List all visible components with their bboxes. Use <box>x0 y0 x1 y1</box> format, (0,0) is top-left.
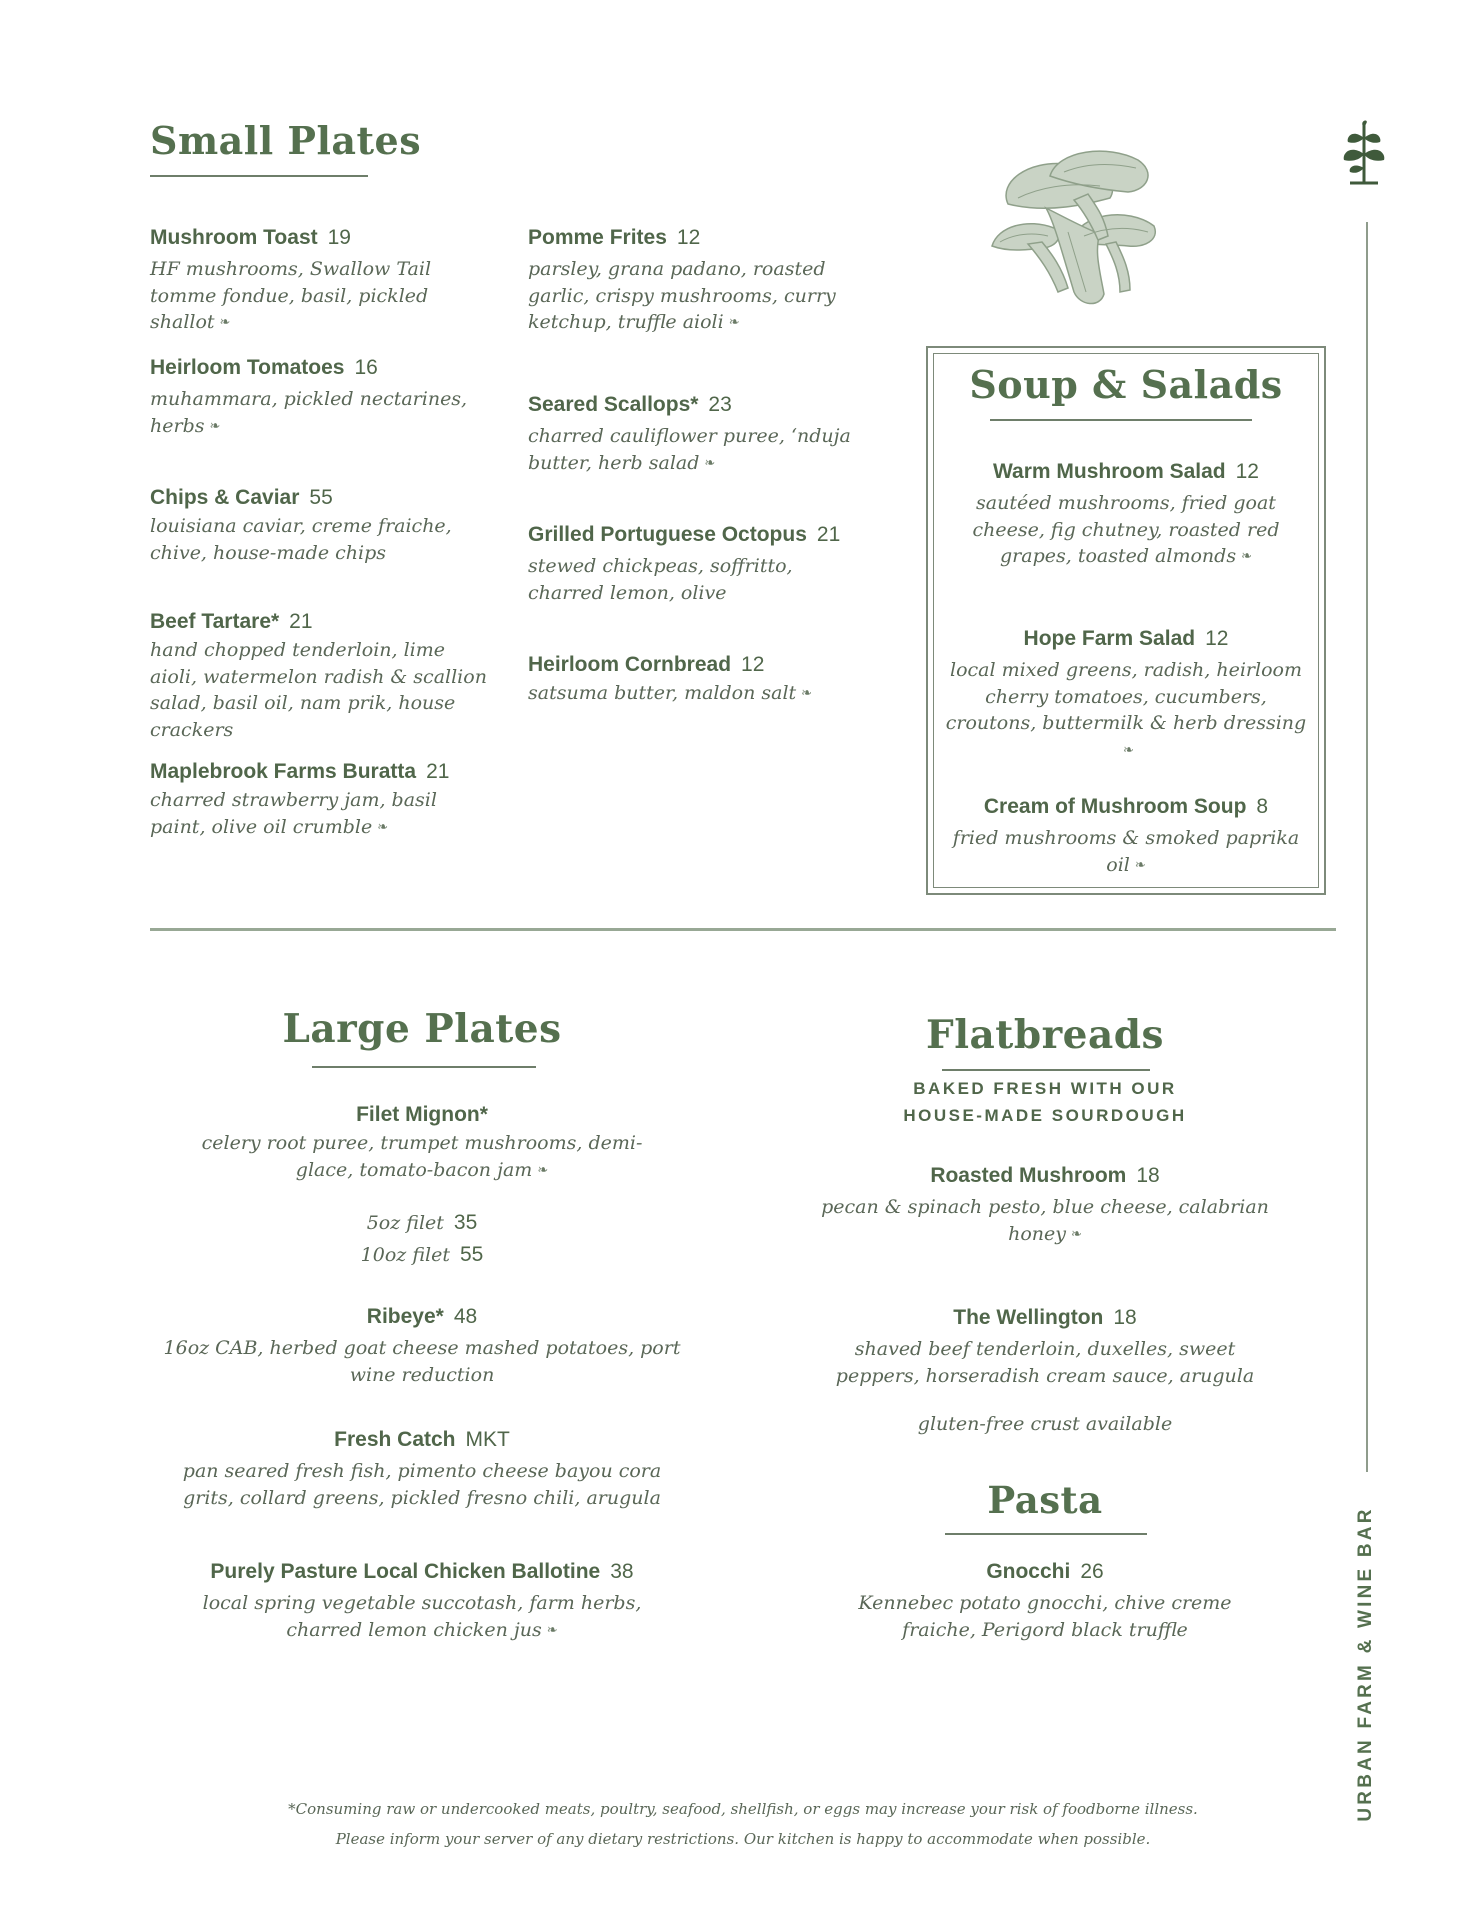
size-label: 10oz filet <box>360 1244 450 1266</box>
item-desc: fried mushrooms & smoked paprika oil <box>952 827 1300 876</box>
large-plates-underline <box>312 1066 536 1068</box>
soup-salads-title: Soup & Salads <box>969 362 1283 407</box>
menu-item-fresh-catch <box>167 1425 677 1511</box>
item-desc: HF mushrooms, Swallow Tail tomme fondue, basil, pickled shallot <box>150 258 432 333</box>
leaf-icon: ❧ <box>219 315 231 330</box>
filet-size-5oz <box>182 1208 662 1239</box>
item-name: Beef Tartare* <box>150 610 280 633</box>
menu-item-beef-tartare <box>150 607 490 743</box>
item-name: Maplebrook Farms Buratta <box>150 760 417 783</box>
flatbreads-underline <box>942 1069 1150 1071</box>
gluten-free-note: gluten-free crust available <box>917 1413 1173 1435</box>
item-price: 18 <box>1113 1306 1137 1329</box>
item-desc: louisiana caviar, creme fraiche, chive, house-made chips <box>150 515 452 564</box>
item-name: Heirloom Cornbread <box>528 653 732 676</box>
menu-item-buratta <box>150 757 490 841</box>
menu-item-heirloom-tomatoes <box>150 353 490 440</box>
item-price: 21 <box>426 760 450 783</box>
item-name: Warm Mushroom Salad <box>993 460 1226 483</box>
item-price: 12 <box>1205 627 1229 650</box>
item-name: The Wellington <box>953 1306 1104 1329</box>
menu-item-gnocchi <box>850 1557 1240 1643</box>
leaf-icon: ❧ <box>546 1622 558 1638</box>
section-divider <box>150 928 1336 931</box>
item-desc: charred strawberry jam, basil paint, olive oil crumble <box>150 789 437 838</box>
item-price: 48 <box>453 1305 478 1328</box>
item-price: 12 <box>741 653 765 676</box>
item-name: Grilled Portuguese Octopus <box>528 523 807 546</box>
item-desc: local mixed greens, radish, heirloom cherry tomatoes, cucumbers, croutons, buttermilk & herb dressing <box>945 659 1307 734</box>
item-name: Gnocchi <box>986 1560 1071 1583</box>
footer-disclaimer: *Consuming raw or undercooked meats, poultry, seafood, shellfish, or eggs may increase your risk of foodborne illness. <box>288 1800 1198 1818</box>
vertical-divider <box>1366 222 1368 1472</box>
item-name: Roasted Mushroom <box>930 1164 1127 1187</box>
item-price: 12 <box>1235 460 1259 483</box>
item-name: Seared Scallops* <box>528 393 699 416</box>
menu-item-seared-scallops <box>528 390 868 477</box>
flatbreads-title: Flatbreads <box>926 1012 1164 1058</box>
leaf-icon: ❧ <box>209 418 221 434</box>
item-name: Purely Pasture Local Chicken Ballotine <box>210 1560 601 1583</box>
item-name: Mushroom Toast <box>150 226 318 249</box>
item-price: 19 <box>327 226 351 249</box>
leaf-icon: ❧ <box>537 1162 549 1178</box>
menu-item-warm-mushroom-salad <box>940 457 1312 571</box>
item-desc: local spring vegetable succotash, farm herbs, charred lemon chicken jus <box>202 1592 642 1641</box>
menu-item-cornbread <box>528 650 868 708</box>
size-price: 35 <box>453 1211 478 1234</box>
small-plates-underline <box>150 175 368 177</box>
size-label: 5oz filet <box>366 1212 444 1234</box>
item-desc: parsley, grana padano, roasted garlic, crispy mushrooms, curry ketchup, truffle aioli <box>528 258 836 333</box>
menu-item-chips-caviar <box>150 483 490 566</box>
leaf-icon: ❧ <box>377 819 389 835</box>
item-price: 18 <box>1136 1164 1160 1187</box>
flatbreads-subtitle <box>870 1075 1220 1129</box>
item-price: 16 <box>354 356 378 379</box>
menu-item-cream-mushroom-soup <box>940 792 1312 879</box>
item-desc: 16oz CAB, herbed goat cheese mashed potatoes, port wine reduction <box>163 1337 681 1386</box>
item-desc: celery root puree, trumpet mushrooms, demi-glace, tomato-bacon jam <box>201 1132 643 1181</box>
soup-salads-underline <box>990 419 1252 421</box>
small-plates-title: Small Plates <box>150 118 422 163</box>
leaf-icon: ❧ <box>801 686 813 701</box>
menu-item-octopus <box>528 520 868 606</box>
item-desc: shaved beef tenderloin, duxelles, sweet peppers, horseradish cream sauce, arugula <box>835 1338 1255 1387</box>
item-name: Ribeye* <box>366 1305 444 1328</box>
item-price: 38 <box>610 1560 634 1583</box>
item-desc: pecan & spinach pesto, blue cheese, calabrian honey <box>821 1196 1269 1245</box>
menu-item-mushroom-toast <box>150 223 490 337</box>
leaf-icon: ❧ <box>1241 549 1252 564</box>
item-name: Fresh Catch <box>334 1428 456 1451</box>
menu-item-wellington <box>810 1303 1280 1389</box>
filet-size-10oz <box>182 1240 662 1271</box>
sprout-icon <box>1338 118 1390 188</box>
item-price: 23 <box>708 393 732 416</box>
pasta-title: Pasta <box>987 1478 1103 1522</box>
menu-item-roasted-mushroom <box>820 1161 1270 1248</box>
subtitle-line: BAKED FRESH WITH OUR <box>913 1079 1177 1098</box>
item-desc: pan seared fresh fish, pimento cheese bayou cora grits, collard greens, pickled fresno chili, arugula <box>182 1460 662 1509</box>
item-price: 55 <box>309 486 333 509</box>
size-price: 55 <box>459 1243 484 1266</box>
item-desc: Kennebec potato gnocchi, chive creme fraiche, Perigord black truffle <box>858 1592 1232 1641</box>
subtitle-line: HOUSE-MADE SOURDOUGH <box>903 1106 1187 1125</box>
item-price: 26 <box>1080 1560 1104 1583</box>
item-name: Filet Mignon* <box>356 1103 488 1126</box>
leaf-icon: ❧ <box>1070 1226 1082 1242</box>
item-price: 21 <box>816 523 841 546</box>
item-desc: satsuma butter, maldon salt <box>528 682 797 704</box>
item-desc: sautéed mushrooms, fried goat cheese, fig chutney, roasted red grapes, toasted almonds <box>972 492 1280 567</box>
item-name: Pomme Frites <box>528 226 667 249</box>
menu-item-filet-mignon <box>182 1100 662 1184</box>
item-price: 8 <box>1256 795 1269 818</box>
brand-side-label: URBAN FARM & WINE BAR <box>1355 1506 1376 1822</box>
item-desc: muhammara, pickled nectarines, herbs <box>150 388 468 437</box>
item-name: Hope Farm Salad <box>1023 627 1196 650</box>
leaf-icon: ❧ <box>1134 857 1146 873</box>
footer-dietary-note: Please inform your server of any dietary restrictions. Our kitchen is happy to accommodate when possible. <box>335 1830 1151 1848</box>
item-price: 12 <box>676 226 701 249</box>
item-name: Cream of Mushroom Soup <box>983 795 1247 818</box>
leaf-icon: ❧ <box>1123 742 1134 758</box>
leaf-icon: ❧ <box>728 315 740 330</box>
menu-item-pomme-frites <box>528 223 868 337</box>
large-plates-title: Large Plates <box>282 1006 562 1052</box>
item-price: 21 <box>289 610 313 633</box>
item-desc: charred cauliflower puree, ‘nduja butter, herb salad <box>528 425 851 474</box>
item-price: MKT <box>465 1428 510 1451</box>
item-name: Heirloom Tomatoes <box>150 356 345 379</box>
item-name: Chips & Caviar <box>150 486 300 509</box>
menu-item-hope-farm-salad <box>940 624 1312 764</box>
item-desc: stewed chickpeas, soffritto, charred lemon, olive <box>528 555 793 604</box>
leaf-icon: ❧ <box>704 455 716 471</box>
menu-item-ribeye <box>147 1302 697 1388</box>
pasta-underline <box>945 1533 1147 1535</box>
mushroom-illustration <box>988 142 1160 314</box>
item-desc: hand chopped tenderloin, lime aioli, watermelon radish & scallion salad, basil oil, nam prik, house crackers <box>150 639 487 741</box>
menu-item-chicken-ballotine <box>182 1557 662 1644</box>
